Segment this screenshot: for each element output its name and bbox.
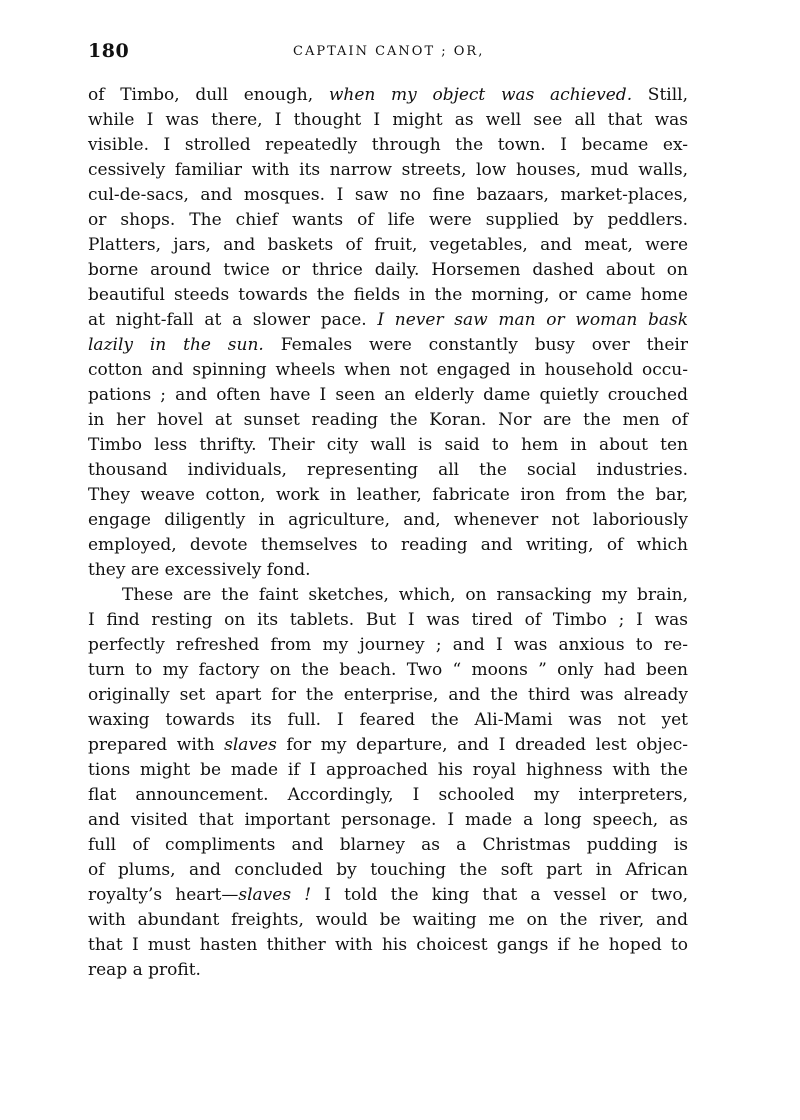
text-segment: Females were constantly busy over their	[263, 335, 688, 355]
text-line	[88, 333, 688, 358]
body-text	[88, 83, 688, 983]
text-line	[88, 958, 688, 983]
text-segment: visible. I strolled repeatedly through the town. I became ex-	[88, 135, 688, 155]
text-segment: pations ; and often have I seen an elderly dame quietly crouched	[88, 385, 688, 405]
text-segment: waxing towards its full. I feared the Ali-Mami was not yet	[88, 710, 688, 730]
italic-text: when my object was achieved.	[328, 85, 633, 105]
text-segment: Still,	[632, 85, 688, 105]
text-segment: beautiful steeds towards the fields in the morning, or came home	[88, 285, 688, 305]
text-segment: prepared with	[88, 735, 225, 755]
text-segment: in her hovel at sunset reading the Koran. Nor are the men of	[88, 410, 688, 430]
text-line	[88, 783, 688, 808]
text-line	[88, 658, 688, 683]
text-segment: royalty’s heart—	[88, 885, 239, 905]
page-number: 180	[88, 40, 130, 62]
italic-text: slaves	[224, 735, 277, 755]
text-segment: I told the king that a vessel or two,	[311, 885, 688, 905]
text-line	[88, 733, 688, 758]
text-segment: and visited that important personage. I made a long speech, as	[88, 810, 688, 830]
text-line	[88, 633, 688, 658]
text-line	[88, 858, 688, 883]
text-line	[88, 433, 688, 458]
text-segment: originally set apart for the enterprise, and the third was already	[88, 685, 688, 705]
text-line	[88, 558, 688, 583]
text-line	[88, 158, 688, 183]
text-segment: for my departure, and I dreaded lest objec-	[276, 735, 688, 755]
text-line	[88, 583, 688, 608]
text-segment: cessively familiar with its narrow streets, low houses, mud walls,	[88, 160, 688, 180]
text-segment: turn to my factory on the beach. Two “ moons ” only had been	[88, 660, 688, 680]
text-line	[88, 358, 688, 383]
text-segment: They weave cotton, work in leather, fabricate iron from the bar,	[88, 485, 688, 505]
text-segment: reap a profit.	[88, 960, 201, 980]
text-segment: cotton and spinning wheels when not engaged in household occu-	[88, 360, 688, 380]
text-line	[88, 233, 688, 258]
text-segment: cul-de-sacs, and mosques. I saw no fine bazaars, market-places,	[88, 185, 688, 205]
text-line	[88, 383, 688, 408]
text-line	[88, 83, 688, 108]
text-line	[88, 133, 688, 158]
text-line	[88, 458, 688, 483]
text-line	[88, 508, 688, 533]
text-segment: while I was there, I thought I might as well see all that was	[88, 110, 688, 130]
text-line	[88, 933, 688, 958]
text-segment: that I must hasten thither with his choicest gangs if he hoped to	[88, 935, 688, 955]
text-line	[88, 758, 688, 783]
text-segment: Platters, jars, and baskets of fruit, vegetables, and meat, were	[88, 235, 688, 255]
text-segment: borne around twice or thrice daily. Horsemen dashed about on	[88, 260, 688, 280]
text-line	[88, 708, 688, 733]
text-segment: employed, devote themselves to reading and writing, of which	[88, 535, 688, 555]
text-segment: at night-fall at a slower pace.	[88, 310, 378, 330]
text-line	[88, 283, 688, 308]
text-segment: or shops. The chief wants of life were supplied by peddlers.	[88, 210, 688, 230]
text-line	[88, 808, 688, 833]
text-segment: of Timbo, dull enough,	[88, 85, 329, 105]
text-segment: These are the faint sketches, which, on ransacking my brain,	[122, 585, 688, 605]
text-line	[88, 608, 688, 633]
text-segment: tions might be made if I approached his royal highness with the	[88, 760, 688, 780]
text-line	[88, 883, 688, 908]
text-line	[88, 308, 688, 333]
text-segment: with abundant freights, would be waiting me on the river, and	[88, 910, 688, 930]
text-line	[88, 683, 688, 708]
text-segment: engage diligently in agriculture, and, whenever not laboriously	[88, 510, 688, 530]
text-line	[88, 258, 688, 283]
running-head	[88, 40, 688, 64]
text-line	[88, 208, 688, 233]
text-segment: flat announcement. Accordingly, I schooled my interpreters,	[88, 785, 688, 805]
text-segment: they are excessively fond.	[88, 560, 311, 580]
text-line	[88, 833, 688, 858]
running-title: CAPTAIN CANOT ; OR,	[293, 44, 485, 59]
italic-text: I never saw man or woman bask	[377, 310, 688, 330]
text-segment: of plums, and concluded by touching the soft part in African	[88, 860, 688, 880]
text-line	[88, 908, 688, 933]
italic-text: slaves !	[238, 885, 312, 905]
text-segment: Timbo less thrifty. Their city wall is said to hem in about ten	[88, 435, 688, 455]
text-line	[88, 533, 688, 558]
italic-text: lazily in the sun.	[88, 335, 264, 355]
text-line	[88, 183, 688, 208]
text-line	[88, 408, 688, 433]
text-segment: I find resting on its tablets. But I was tired of Timbo ; I was	[88, 610, 688, 630]
text-segment: thousand individuals, representing all the social industries.	[88, 460, 688, 480]
text-segment: perfectly refreshed from my journey ; and I was anxious to re-	[88, 635, 688, 655]
text-segment: full of compliments and blarney as a Christmas pudding is	[88, 835, 688, 855]
text-line	[88, 108, 688, 133]
text-line	[88, 483, 688, 508]
